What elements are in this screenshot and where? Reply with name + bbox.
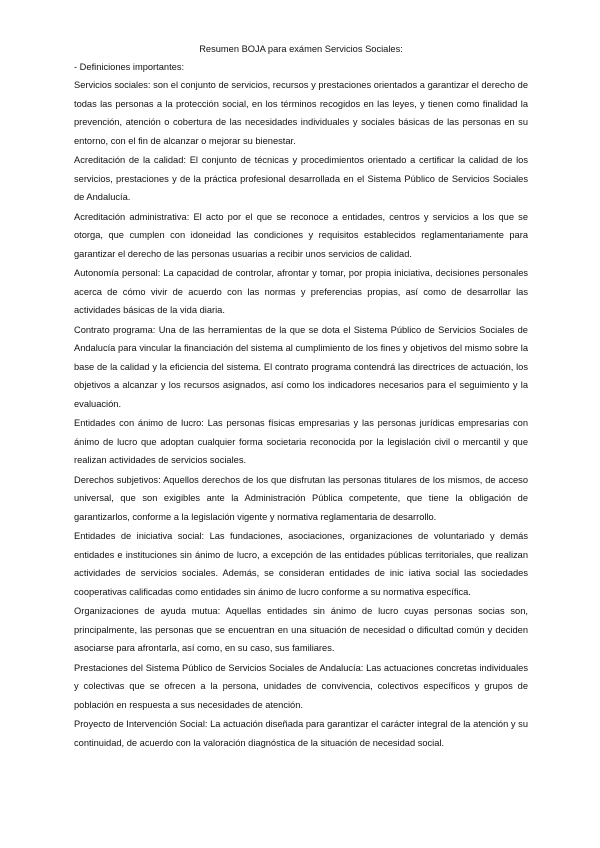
definition-text: Las personas físicas empresarias y las personas jurídicas empresarias con ánimo de lucro que adoptan cualquier forma societaria reconocida por la legislación civil o mercantil y que realizan actividades de servicios sociales.: [74, 418, 528, 465]
definition-term: Autonomía personal:: [74, 268, 161, 278]
definition-text: Las actuaciones concretas individuales y colectivas que se ofrecen a la persona, unidades de convivencia, colectivos específicos y grupos de población en respuesta a sus necesidades de atención.: [74, 662, 528, 710]
document-title: Resumen BOJA para exámen Servicios Sociales:: [199, 44, 403, 54]
definition-term: Derechos subjetivos:: [74, 474, 161, 485]
definition-item: [74, 414, 528, 470]
definition-term: Prestaciones del Sistema Público de Servicios Sociales de Andalucía:: [74, 662, 364, 673]
definition-term: Proyecto de Intervención Social:: [74, 719, 208, 729]
definition-item: [74, 264, 528, 320]
definition-item: [74, 715, 528, 752]
definition-term: Entidades con ánimo de lucro:: [74, 418, 204, 428]
definition-text: El conjunto de técnicas y procedimientos orientado a certificar la calidad de los servicios, prestaciones y de la práctica profesional desarrollada en el Sistema Público de Servicios Sociales de Andalucía.: [74, 155, 528, 202]
definition-text: Una de las herramientas de la que se dota el Sistema Público de Servicios Sociales de Andalucía para vincular la financiación del sistema al cumplimiento de los fines y objetivos del mismo sobre la base de la calidad y la eficiencia del sistema. El contrato programa contendrá las directrices de actuación, los objetivos a alcanzar y los recursos asignados, así como los indicadores necesarios para el seguimiento y la evaluación.: [74, 324, 528, 409]
definition-item: [74, 208, 528, 264]
definition-text: La actuación diseñada para garantizar el carácter integral de la atención y su continuidad, de acuerdo con la valoración diagnóstica de la situación de necesidad social.: [74, 719, 528, 748]
definition-item: [74, 471, 528, 527]
definition-item: [74, 151, 528, 207]
definition-term: Acreditación de la calidad:: [74, 155, 186, 165]
definition-term: Organizaciones de ayuda mutua:: [74, 606, 221, 616]
definition-term: Servicios sociales:: [74, 80, 151, 90]
definition-text: Aquellos derechos de los que disfrutan las personas titulares de los mismos, de acceso universal, que son exigibles ante la Administración Pública competente, que tiene la obligación de garantizarlos, conforme a la legislación vigente y normativa reglamentaria de desarrollo.: [74, 474, 528, 522]
definition-text: son el conjunto de servicios, recursos y prestaciones orientados a garantizar el derecho de todas las personas a la protección social, en los términos recogidos en las leyes, y tienen como finalidad la prevención, atención o cobertura de las necesidades individuales y sociales básicas de las personas en su entorno, con el fin de alcanzar o mejorar su bienestar.: [74, 80, 528, 146]
definition-item: [74, 321, 528, 414]
definition-text: El acto por el que se reconoce a entidades, centros y servicios a los que se otorga, que cumplen con idoneidad las condiciones y requisitos establecidos reglamentariamente para garantizar el derecho de las personas usuarias a recibir unos servicios de calidad.: [74, 211, 528, 259]
definition-term: Contrato programa:: [74, 324, 156, 335]
definition-term: Acreditación administrativa:: [74, 211, 190, 222]
definition-item: [74, 76, 528, 150]
definition-text: Aquellas entidades sin ánimo de lucro cuyas personas socias son, principalmente, las personas que se encuentran en una situación de necesidad o dificultad común y deciden asociarse para afrontarla, así como, en su caso, sus familiares.: [74, 606, 528, 653]
definition-item: [74, 602, 528, 658]
definition-text: La capacidad de controlar, afrontar y tomar, por propia iniciativa, decisiones personales acerca de cómo vivir de acuerdo con las normas y preferencias propias, así como de desarrollar las actividades básicas de la vida diaria.: [74, 268, 529, 315]
definitions-list: [74, 76, 528, 752]
definition-term: Entidades de iniciativa social:: [74, 531, 205, 541]
definition-text: Las fundaciones, asociaciones, organizaciones de voluntariado y demás entidades e instituciones sin ánimo de lucro, a excepción de las entidades públicas territoriales, que realizan actividades de servicios sociales. Además, se consideran entidades de inic iativa social las sociedades cooperativas calificadas como entidades sin ánimo de lucro conforme a su normativa específica.: [74, 531, 528, 597]
definition-item: [74, 527, 528, 601]
section-heading: - Definiciones importantes:: [74, 62, 185, 72]
definition-item: [74, 659, 528, 715]
